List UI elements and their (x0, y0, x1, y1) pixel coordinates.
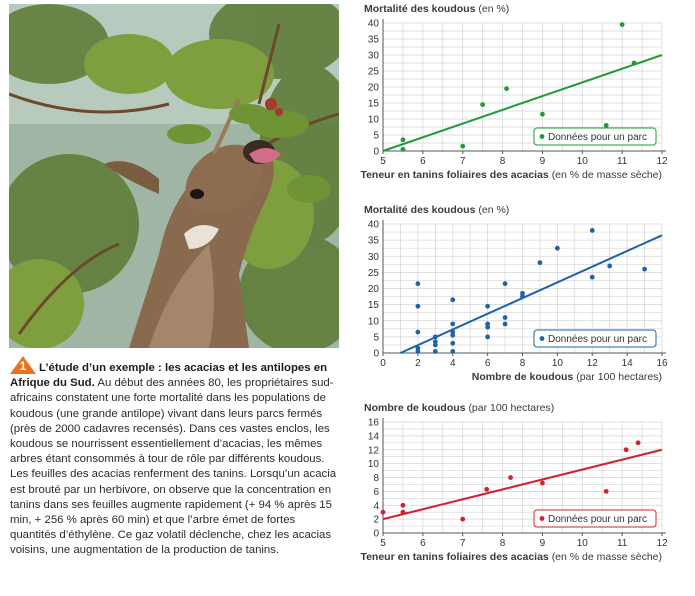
data-point (632, 61, 637, 66)
y-tick-label: 10 (367, 459, 379, 471)
y-tick-label: 40 (367, 219, 379, 231)
data-point (538, 260, 543, 265)
legend-marker (540, 336, 545, 341)
y-tick-label: 2 (373, 514, 379, 526)
legend-marker (540, 516, 545, 521)
x-tick-label: 11 (616, 156, 628, 167)
x-tick-label: 2 (415, 358, 421, 369)
data-point (450, 322, 455, 327)
legend-marker (540, 134, 545, 139)
x-axis-label-unit: (en % de masse sèche) (551, 169, 662, 181)
x-tick-label: 6 (484, 358, 491, 369)
x-tick-label: 6 (420, 156, 426, 167)
data-point (503, 322, 508, 327)
y-axis-label (364, 402, 554, 414)
x-tick-label: 5 (380, 156, 386, 167)
data-point (401, 510, 406, 515)
caption-text: Au début des années 80, les propriétaires sud-africains constatent une forte mortalité dans les populations de koudous (une grande antilope) vivant dans leurs parcs fermés (près de 2000 cadavres recensés). Dans ces vastes enclos, les koudous se nourrissent essentiellement d’acacias, les mêmes arbres étant consommés à tour de rôle par différents koudous. Les feuilles des acacias renferment des tanins. Lorsqu’un acacia est brouté par un herbivore, on observe que la concentration en tanins dans ses feuilles augmente rapidement (+ 94 % après 15 min, + 256 % après 60 min) et que l’arbre émet de fortes quantités d’éthylène. Ce gaz volatil déclenche, chez les acacias voisins, une augmentation de la production de tanins. (10, 377, 337, 557)
chart-svg (350, 198, 690, 390)
y-tick-label: 5 (373, 130, 379, 142)
y-axis-label (364, 204, 509, 216)
legend-label: Données pour un parc (548, 132, 647, 143)
chart-mortality-vs-tannins (350, 0, 690, 195)
data-point (503, 281, 508, 286)
x-axis-label-title: Nombre de koudous (471, 371, 577, 383)
x-axis-label (472, 371, 662, 383)
data-point (415, 346, 420, 351)
y-tick-label: 35 (367, 235, 379, 247)
data-point (433, 334, 438, 339)
x-axis-label-unit: (par 100 hectares) (576, 371, 662, 383)
data-point (401, 147, 406, 152)
y-tick-label: 10 (367, 114, 379, 126)
data-point (485, 304, 490, 309)
y-axis-label-title: Mortalité des koudous (364, 3, 479, 15)
x-tick-label: 4 (449, 358, 456, 369)
y-tick-label: 0 (373, 146, 379, 158)
data-point (620, 22, 625, 27)
x-tick-label: 9 (539, 156, 546, 167)
caption-number: 1 (19, 359, 27, 373)
x-tick-label: 7 (459, 156, 466, 167)
data-point (433, 339, 438, 344)
x-axis-label (360, 169, 662, 181)
x-axis-label-title: Teneur en tanins foliaires des acacias (360, 551, 552, 563)
y-tick-label: 30 (367, 50, 379, 62)
y-tick-label: 15 (367, 98, 379, 110)
data-point (450, 297, 455, 302)
x-tick-label: 12 (656, 156, 668, 167)
y-tick-label: 35 (367, 34, 379, 46)
data-point (555, 246, 560, 251)
data-point (540, 112, 545, 117)
x-tick-label: 10 (576, 156, 588, 167)
x-axis-label (360, 551, 662, 563)
y-tick-label: 14 (367, 431, 379, 443)
y-tick-label: 25 (367, 267, 379, 279)
data-point (508, 475, 513, 480)
caption-number-badge (10, 356, 36, 374)
data-point (433, 349, 438, 354)
y-tick-label: 40 (367, 18, 379, 30)
data-point (624, 447, 629, 452)
data-point (415, 304, 420, 309)
data-point (415, 281, 420, 286)
y-tick-label: 30 (367, 251, 379, 263)
x-tick-label: 12 (656, 538, 668, 549)
x-tick-label: 0 (380, 358, 386, 369)
data-point (450, 349, 455, 354)
data-point (480, 102, 485, 107)
y-axis-label-unit: (en %) (478, 204, 510, 216)
y-tick-label: 10 (367, 316, 379, 328)
x-tick-label: 9 (539, 538, 546, 549)
data-point (590, 275, 595, 280)
data-point (607, 264, 612, 269)
data-point (450, 330, 455, 335)
data-point (484, 487, 489, 492)
data-point (520, 291, 525, 296)
legend-label: Données pour un parc (548, 334, 647, 345)
data-point (401, 137, 406, 142)
x-tick-label: 5 (380, 538, 386, 549)
chart-mortality-vs-kudu-density (350, 198, 690, 395)
data-point (415, 330, 420, 335)
y-tick-label: 4 (373, 500, 379, 512)
chart-svg (350, 0, 690, 190)
data-point (642, 267, 647, 272)
data-point (485, 322, 490, 327)
y-axis-label-title: Mortalité des koudous (364, 204, 479, 216)
x-axis-label-unit: (en % de masse sèche) (551, 551, 662, 563)
x-tick-label: 10 (551, 358, 563, 369)
data-point (604, 489, 609, 494)
y-axis-label-unit: (en %) (478, 3, 510, 15)
y-tick-label: 20 (367, 82, 379, 94)
y-tick-label: 12 (367, 445, 379, 457)
x-axis-label-title: Teneur en tanins foliaires des acacias (360, 169, 552, 181)
y-tick-label: 25 (367, 66, 379, 78)
y-tick-label: 6 (373, 486, 379, 498)
y-axis-label (364, 3, 509, 15)
x-tick-label: 8 (499, 538, 506, 549)
data-point (460, 517, 465, 522)
data-point (504, 86, 509, 91)
x-tick-label: 12 (586, 358, 598, 369)
data-point (381, 510, 386, 515)
x-tick-label: 14 (621, 358, 633, 369)
x-tick-label: 10 (576, 538, 588, 549)
data-point (503, 315, 508, 320)
y-tick-label: 8 (373, 473, 379, 484)
x-tick-label: 11 (616, 538, 628, 549)
y-tick-label: 0 (373, 348, 379, 360)
x-tick-label: 7 (459, 538, 466, 549)
chart-svg (350, 393, 690, 591)
data-point (401, 503, 406, 508)
caption-title: L’étude d’un exemple : les acacias et les antilopes en Afrique du Sud. (10, 362, 328, 390)
y-tick-label: 0 (373, 528, 379, 540)
y-tick-label: 15 (367, 300, 379, 312)
y-tick-label: 16 (367, 417, 379, 429)
y-tick-label: 20 (367, 284, 379, 295)
x-tick-label: 16 (656, 358, 668, 369)
y-axis-label-title: Nombre de koudous (364, 402, 469, 414)
data-point (636, 440, 641, 445)
y-tick-label: 5 (373, 332, 379, 344)
data-point (450, 341, 455, 346)
data-point (460, 144, 465, 149)
data-point (485, 334, 490, 339)
kudu-photo (9, 4, 339, 348)
x-tick-label: 8 (519, 358, 526, 369)
chart-kudu-density-vs-tannins (350, 393, 690, 596)
data-point (590, 228, 595, 233)
x-tick-label: 6 (420, 538, 426, 549)
caption (10, 356, 340, 559)
x-tick-label: 8 (499, 156, 506, 167)
data-point (540, 481, 545, 486)
data-point (604, 123, 609, 128)
y-axis-label-unit: (par 100 hectares) (468, 402, 555, 414)
legend-label: Données pour un parc (548, 514, 647, 525)
